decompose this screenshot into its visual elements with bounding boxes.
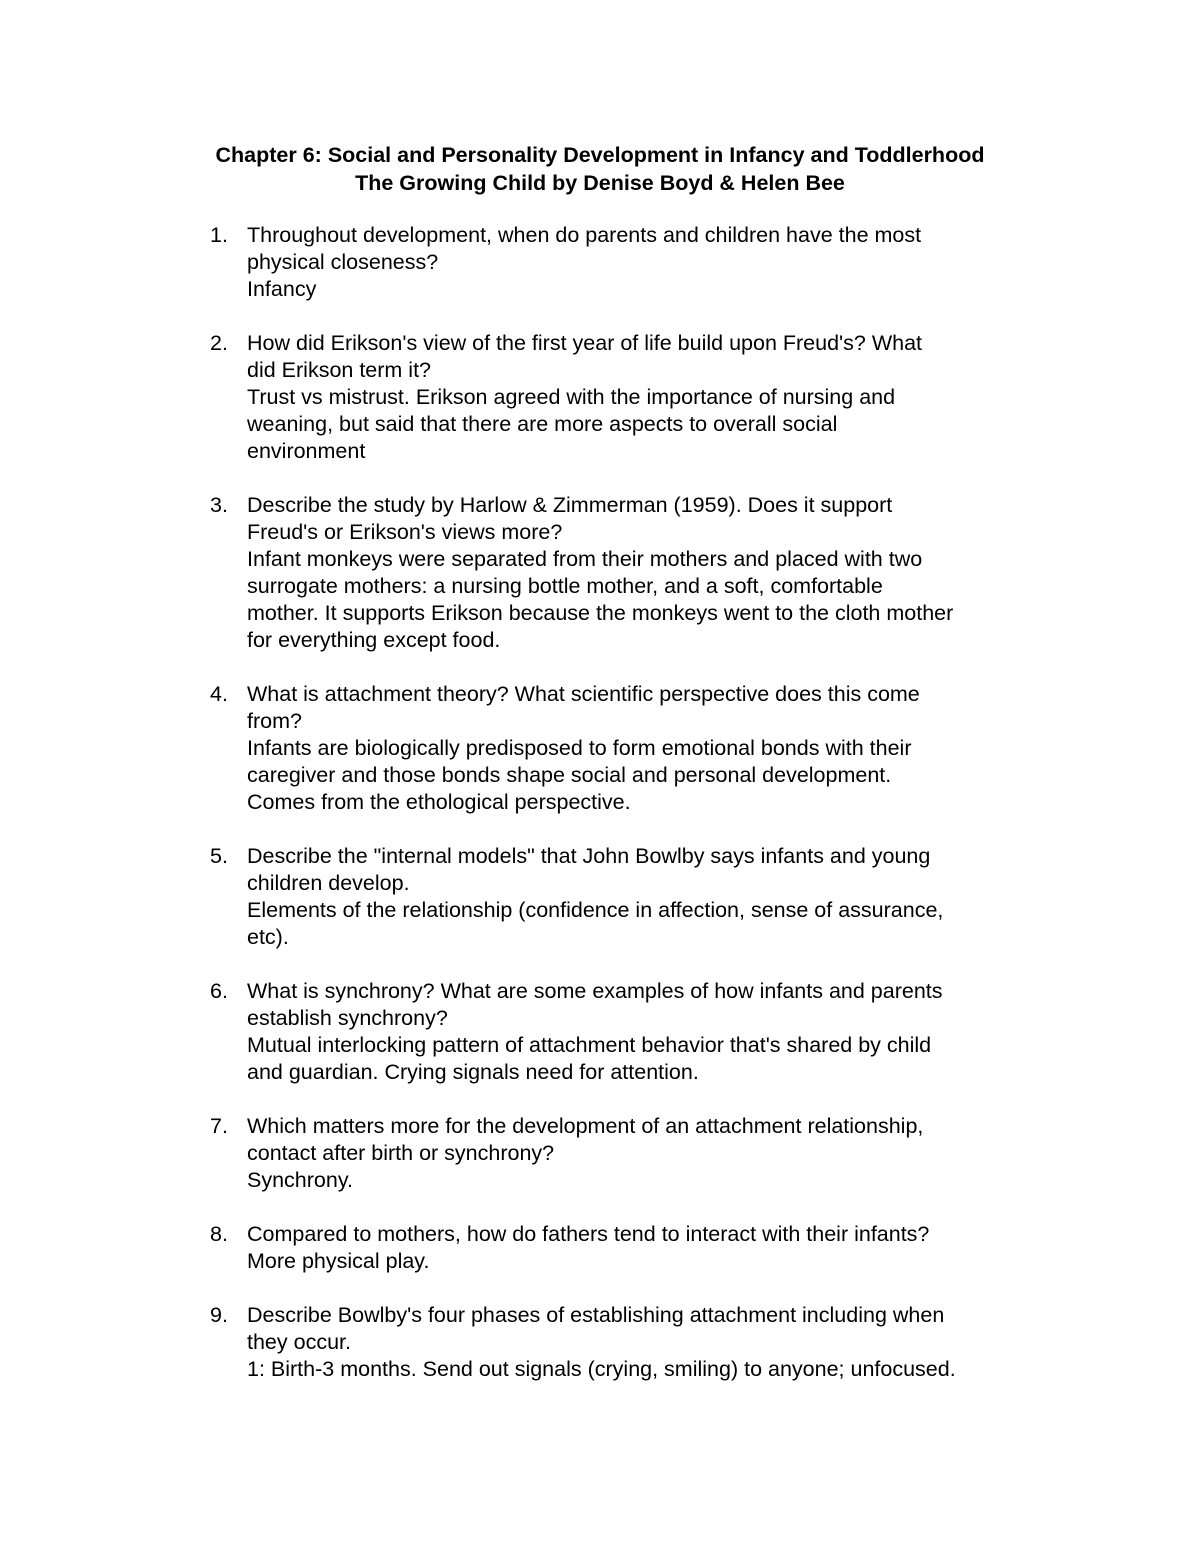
- question-list: [0, 222, 1200, 1410]
- question-text-line: environment: [247, 439, 366, 463]
- question-text-line: Compared to mothers, how do fathers tend to interact with their infants?: [247, 1222, 930, 1246]
- question-text-line: establish synchrony?: [247, 1006, 448, 1030]
- question-text-line: contact after birth or synchrony?: [247, 1141, 555, 1165]
- question-text-line: Trust vs mistrust. Erikson agreed with the importance of nursing and: [247, 385, 896, 409]
- question-text-line: Throughout development, when do parents and children have the most: [247, 223, 922, 247]
- question-text-line: More physical play.: [247, 1249, 430, 1273]
- question-text-line: What is synchrony? What are some examples of how infants and parents: [247, 979, 943, 1003]
- question-body: [247, 681, 1047, 816]
- question-text-line: mother. It supports Erikson because the monkeys went to the cloth mother: [247, 601, 954, 625]
- question-body: [247, 1113, 1047, 1194]
- question-text-line: from?: [247, 709, 302, 733]
- question-text-line: Describe the "internal models" that John Bowlby says infants and young: [247, 844, 931, 868]
- question-item: [0, 1302, 1200, 1383]
- document-title: Chapter 6: Social and Personality Development in Infancy and Toddlerhood: [215, 143, 985, 167]
- question-item: [0, 222, 1200, 303]
- question-text-line: children develop.: [247, 871, 410, 895]
- question-text-line: caregiver and those bonds shape social and personal development.: [247, 763, 892, 787]
- question-item: [0, 1221, 1200, 1275]
- question-body: [247, 978, 1047, 1086]
- question-text-line: Describe Bowlby's four phases of establishing attachment including when: [247, 1303, 945, 1327]
- question-text-line: Infants are biologically predisposed to form emotional bonds with their: [247, 736, 912, 760]
- document-header: [0, 141, 1200, 197]
- question-text-line: surrogate mothers: a nursing bottle mother, and a soft, comfortable: [247, 574, 883, 598]
- question-body: [247, 492, 1047, 654]
- question-text-line: etc).: [247, 925, 289, 949]
- question-text-line: What is attachment theory? What scientific perspective does this come: [247, 682, 920, 706]
- question-item: [0, 492, 1200, 654]
- question-text-line: How did Erikson's view of the first year of life build upon Freud's? What: [247, 331, 923, 355]
- question-text-line: Infant monkeys were separated from their mothers and placed with two: [247, 547, 923, 571]
- question-text-line: did Erikson term it?: [247, 358, 432, 382]
- question-text-line: physical closeness?: [247, 250, 439, 274]
- question-number: 3.: [210, 493, 228, 517]
- question-text-line: and guardian. Crying signals need for attention.: [247, 1060, 699, 1084]
- question-body: [247, 330, 1047, 465]
- question-number: 4.: [210, 682, 228, 706]
- question-text-line: they occur.: [247, 1330, 351, 1354]
- question-item: [0, 978, 1200, 1086]
- question-text-line: Mutual interlocking pattern of attachment behavior that's shared by child: [247, 1033, 932, 1057]
- document-subtitle: The Growing Child by Denise Boyd & Helen Bee: [355, 171, 845, 195]
- question-number: 6.: [210, 979, 228, 1003]
- question-text-line: Freud's or Erikson's views more?: [247, 520, 563, 544]
- question-number: 7.: [210, 1114, 228, 1138]
- question-number: 9.: [210, 1303, 228, 1327]
- question-item: [0, 1113, 1200, 1194]
- question-text-line: 1: Birth-3 months. Send out signals (crying, smiling) to anyone; unfocused.: [247, 1357, 956, 1381]
- question-number: 1.: [210, 223, 228, 247]
- question-text-line: Synchrony.: [247, 1168, 353, 1192]
- question-body: [247, 1221, 1047, 1275]
- question-text-line: Infancy: [247, 277, 317, 301]
- question-text-line: Describe the study by Harlow & Zimmerman (1959). Does it support: [247, 493, 893, 517]
- question-text-line: Which matters more for the development of an attachment relationship,: [247, 1114, 924, 1138]
- question-number: 2.: [210, 331, 228, 355]
- question-number: 5.: [210, 844, 228, 868]
- question-body: [247, 222, 1047, 303]
- question-body: [247, 843, 1047, 951]
- question-item: [0, 681, 1200, 816]
- question-text-line: Comes from the ethological perspective.: [247, 790, 631, 814]
- question-text-line: for everything except food.: [247, 628, 501, 652]
- question-number: 8.: [210, 1222, 228, 1246]
- question-item: [0, 330, 1200, 465]
- question-body: [247, 1302, 1047, 1383]
- question-text-line: Elements of the relationship (confidence in affection, sense of assurance,: [247, 898, 944, 922]
- question-item: [0, 843, 1200, 951]
- question-text-line: weaning, but said that there are more aspects to overall social: [247, 412, 838, 436]
